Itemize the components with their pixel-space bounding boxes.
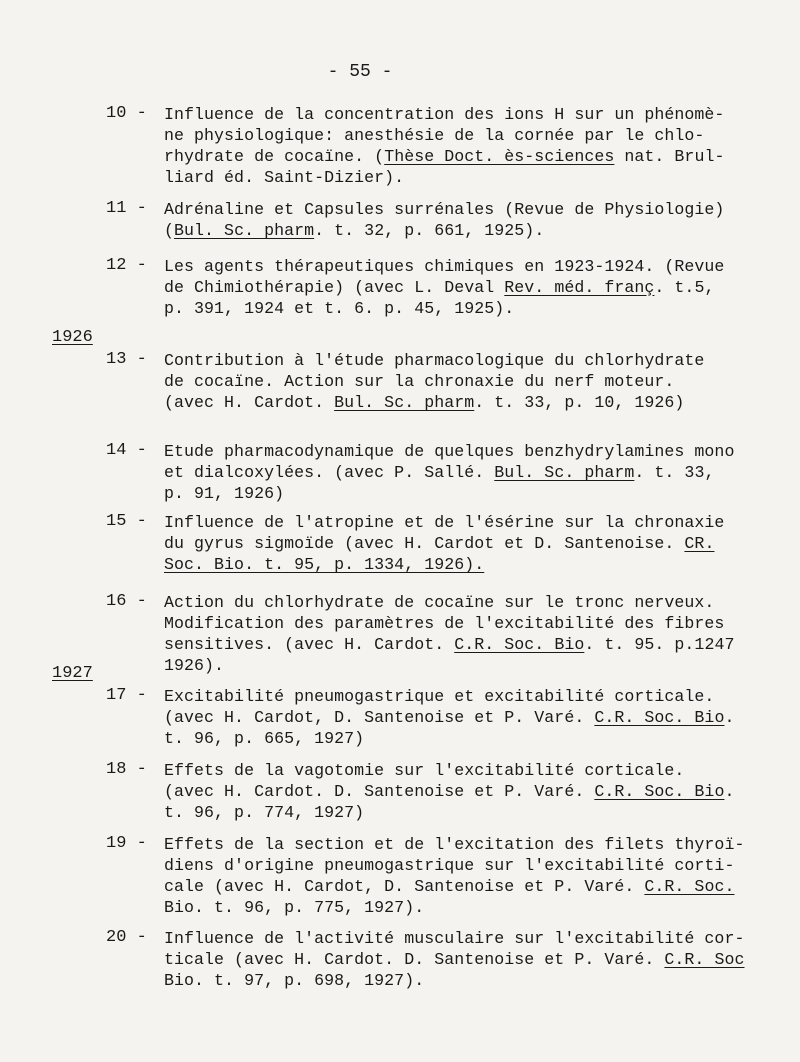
entry-line (164, 634, 786, 655)
entry-text (164, 928, 786, 991)
entry-line (164, 613, 786, 634)
underlined-reference: Bul. Sc. pharm (494, 463, 635, 482)
text-segment: du gyrus sigmoïde (avec H. Cardot et D. Santenoise. (164, 534, 685, 553)
entry-text (164, 256, 786, 319)
underlined-reference: CR. (684, 534, 715, 553)
text-segment: . (724, 782, 735, 801)
entry-number: 11 - (106, 199, 147, 218)
entry-line (164, 802, 786, 823)
entry-text (164, 686, 786, 749)
entry-text (164, 512, 786, 575)
entry-line (164, 371, 786, 392)
text-segment: de Chimiothérapie) (avec L. Deval (164, 278, 505, 297)
entry-line (164, 256, 786, 277)
page-number: - 55 - (327, 62, 393, 82)
entry-line (164, 533, 786, 554)
entry-number: 10 - (106, 104, 147, 123)
text-segment: Influence de l'atropine et de l'ésérine sur la chronaxie (164, 513, 725, 532)
entry-line (164, 928, 786, 949)
text-segment: Bio. t. 96, p. 775, 1927). (164, 898, 425, 917)
text-segment: . (724, 708, 735, 727)
entry-line (164, 970, 786, 991)
entry-number: 18 - (106, 760, 147, 779)
entry-line (164, 949, 786, 970)
text-segment: ne physiologique: anesthésie de la cornée par le chlo- (164, 126, 705, 145)
underlined-reference: C.R. Soc (664, 950, 745, 969)
entry-number: 15 - (106, 512, 147, 531)
text-segment: Effets de la section et de l'excitation des filets thyroï- (164, 835, 745, 854)
entry-number: 12 - (106, 256, 147, 275)
entry-line (164, 512, 786, 533)
entry-line (164, 441, 786, 462)
text-segment: Etude pharmacodynamique de quelques benzhydrylamines mono (164, 442, 735, 461)
underlined-reference: Bul. Sc. pharm (174, 221, 315, 240)
text-segment: ticale (avec H. Cardot. D. Santenoise et P. Varé. (164, 950, 665, 969)
entry-text (164, 441, 786, 504)
text-segment: t. 96, p. 774, 1927) (164, 803, 365, 822)
text-segment: rhydrate de cocaïne. ( (164, 147, 385, 166)
entry-text (164, 199, 786, 241)
text-segment: . t. 95. p.1247 (584, 635, 735, 654)
entry-line (164, 655, 786, 676)
underlined-reference: Soc. Bio. t. 95, p. 1334, 1926). (164, 555, 485, 574)
text-segment: nat. Brul- (614, 147, 725, 166)
entry-number: 16 - (106, 592, 147, 611)
text-segment: Contribution à l'étude pharmacologique du chlorhydrate (164, 351, 705, 370)
text-segment: . t.5, (654, 278, 715, 297)
entry-line (164, 220, 786, 241)
entry-line (164, 686, 786, 707)
text-segment: (avec H. Cardot. (164, 393, 335, 412)
underlined-reference: C.R. Soc. Bio (594, 782, 725, 801)
text-segment: ( (164, 221, 175, 240)
text-segment: Bio. t. 97, p. 698, 1927). (164, 971, 425, 990)
year-heading-1926: 1926 (52, 328, 93, 347)
underlined-reference: Rev. méd. franç (504, 278, 655, 297)
year-heading-1927: 1927 (52, 664, 93, 683)
text-segment: diens d'origine pneumogastrique sur l'excitabilité corti- (164, 856, 735, 875)
entry-number: 14 - (106, 441, 147, 460)
entry-number: 20 - (106, 928, 147, 947)
entry-line (164, 277, 786, 298)
entry-line (164, 781, 786, 802)
entry-line (164, 876, 786, 897)
text-segment: p. 91, 1926) (164, 484, 285, 503)
underlined-reference: C.R. Soc. Bio (454, 635, 585, 654)
entry-line (164, 167, 786, 188)
underlined-reference: Bul. Sc. pharm (334, 393, 475, 412)
text-segment: Effets de la vagotomie sur l'excitabilité corticale. (164, 761, 685, 780)
text-segment: liard éd. Saint-Dizier). (164, 168, 405, 187)
text-segment: (avec H. Cardot, D. Santenoise et P. Varé. (164, 708, 595, 727)
text-segment: 1926). (164, 656, 225, 675)
text-segment: Excitabilité pneumogastrique et excitabilité corticale. (164, 687, 715, 706)
text-segment: . t. 33, p. 10, 1926) (474, 393, 685, 412)
underlined-reference: Thèse Doct. ès-sciences (384, 147, 615, 166)
text-segment: p. 391, 1924 et t. 6. p. 45, 1925). (164, 299, 515, 318)
entry-line (164, 462, 786, 483)
entry-line (164, 350, 786, 371)
text-segment: cale (avec H. Cardot, D. Santenoise et P. Varé. (164, 877, 645, 896)
text-segment: Les agents thérapeutiques chimiques en 1923-1924. (Revue (164, 257, 725, 276)
entry-line (164, 125, 786, 146)
entry-text (164, 760, 786, 823)
entry-text (164, 592, 786, 676)
text-segment: . t. 32, p. 661, 1925). (314, 221, 545, 240)
text-segment: t. 96, p. 665, 1927) (164, 729, 365, 748)
entry-line (164, 146, 786, 167)
text-segment: (avec H. Cardot. D. Santenoise et P. Varé. (164, 782, 595, 801)
entry-line (164, 199, 786, 220)
entry-number: 13 - (106, 350, 147, 369)
underlined-reference: C.R. Soc. (644, 877, 735, 896)
text-segment: Action du chlorhydrate de cocaïne sur le tronc nerveux. (164, 593, 715, 612)
text-segment: de cocaïne. Action sur la chronaxie du nerf moteur. (164, 372, 675, 391)
text-segment: Modification des paramètres de l'excitabilité des fibres (164, 614, 725, 633)
entry-line (164, 834, 786, 855)
text-segment: . t. 33, (634, 463, 715, 482)
text-segment: Adrénaline et Capsules surrénales (Revue de Physiologie) (164, 200, 725, 219)
entry-line (164, 855, 786, 876)
text-segment: sensitives. (avec H. Cardot. (164, 635, 455, 654)
text-segment: Influence de l'activité musculaire sur l'excitabilité cor- (164, 929, 745, 948)
entry-line (164, 728, 786, 749)
entry-line (164, 483, 786, 504)
entry-line (164, 554, 786, 575)
entry-text (164, 834, 786, 918)
entry-line (164, 592, 786, 613)
entry-line (164, 104, 786, 125)
entry-line (164, 298, 786, 319)
entry-number: 19 - (106, 834, 147, 853)
entry-line (164, 707, 786, 728)
entry-text (164, 104, 786, 188)
text-segment: Influence de la concentration des ions H sur un phénomè- (164, 105, 725, 124)
text-segment: et dialcoxylées. (avec P. Sallé. (164, 463, 495, 482)
entry-text (164, 350, 786, 413)
underlined-reference: C.R. Soc. Bio (594, 708, 725, 727)
entry-line (164, 760, 786, 781)
entry-line (164, 897, 786, 918)
entry-number: 17 - (106, 686, 147, 705)
entry-line (164, 392, 786, 413)
